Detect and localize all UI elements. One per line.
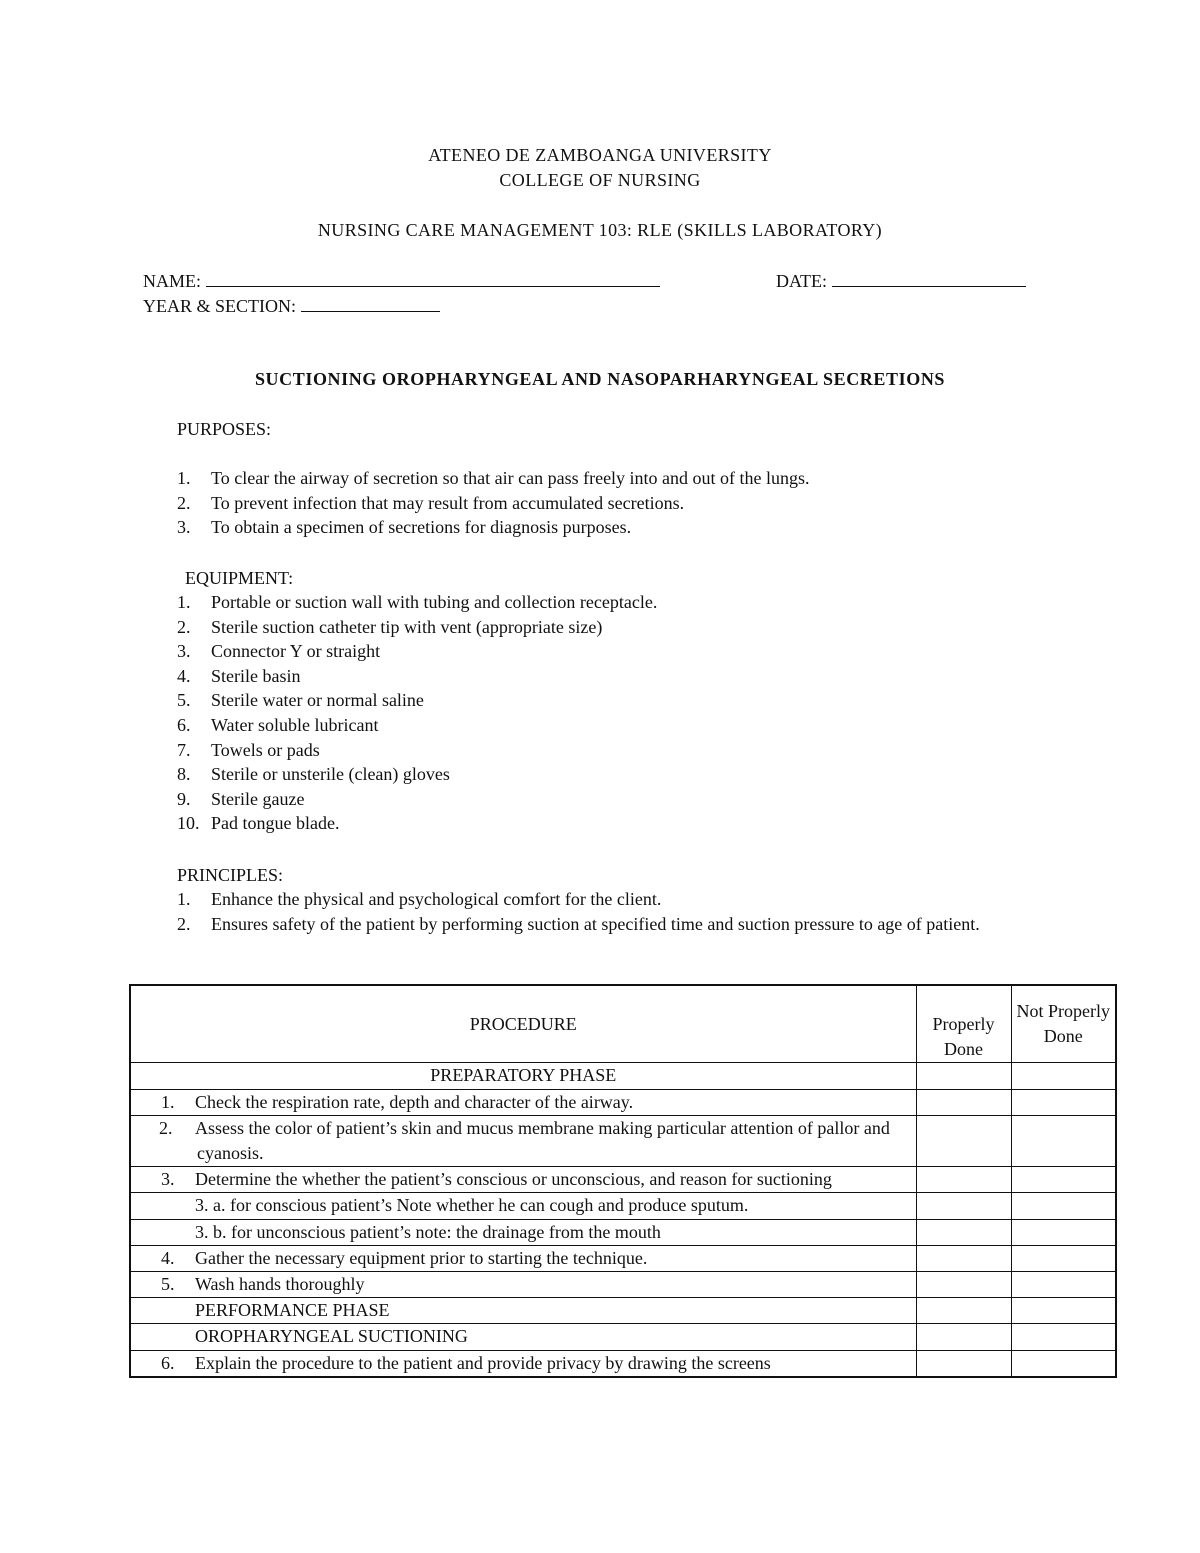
procedure-step: 5. Wash hands thoroughly (130, 1272, 916, 1298)
principles-list (177, 887, 1062, 936)
procedure-checklist-table (129, 984, 1117, 1378)
procedure-step: 4. Gather the necessary equipment prior to starting the technique. (130, 1245, 916, 1271)
list-item: 1. To clear the airway of secretion so that air can pass freely into and out of the lungs. (177, 468, 810, 488)
properly-done-cell[interactable] (916, 1298, 1011, 1324)
list-item: 10. Pad tongue blade. (177, 813, 340, 834)
year-section-label: YEAR & SECTION: (143, 296, 296, 316)
properly-done-cell[interactable] (916, 1167, 1011, 1193)
list-item: 9. Sterile gauze (177, 788, 305, 809)
purposes-list (177, 466, 1077, 540)
year-section-blank[interactable] (301, 293, 440, 312)
list-item: 3. To obtain a specimen of secretions for diagnosis purposes. (177, 517, 632, 538)
procedure-header: PROCEDURE (130, 985, 916, 1063)
principles-heading: PRINCIPLES: (177, 865, 284, 885)
procedure-step: 3. Determine the whether the patient’s conscious or unconscious, and reason for suctioning (130, 1167, 916, 1193)
performance-phase-label: PERFORMANCE PHASE (130, 1298, 916, 1324)
not-properly-done-cell[interactable] (1011, 1063, 1116, 1089)
table-row (130, 1350, 1116, 1377)
college-name: COLLEGE OF NURSING (499, 170, 701, 190)
list-item: 8. Sterile or unsterile (clean) gloves (177, 764, 450, 785)
not-properly-done-cell[interactable] (1011, 1219, 1116, 1245)
list-item: 5. Sterile water or normal saline (177, 690, 424, 711)
table-row (130, 1167, 1116, 1193)
not-properly-done-header: Not Properly Done (1011, 985, 1116, 1063)
not-properly-done-cell[interactable] (1011, 1298, 1116, 1324)
table-row (130, 1193, 1116, 1219)
date-label: DATE: (776, 271, 827, 291)
not-properly-done-cell[interactable] (1011, 1089, 1116, 1115)
properly-done-cell[interactable] (916, 1063, 1011, 1089)
properly-done-cell[interactable] (916, 1350, 1011, 1377)
procedure-step: 1. Check the respiration rate, depth and character of the airway. (130, 1089, 916, 1115)
not-properly-done-cell[interactable] (1011, 1193, 1116, 1219)
properly-done-cell[interactable] (916, 1219, 1011, 1245)
procedure-substep: 3. b. for unconscious patient’s note: the drainage from the mouth (130, 1219, 916, 1245)
properly-done-cell[interactable] (916, 1324, 1011, 1350)
date-field (776, 268, 1026, 294)
properly-done-header: Properly Done (916, 985, 1011, 1063)
list-item: 6. Water soluble lubricant (177, 714, 379, 735)
properly-done-cell[interactable] (916, 1089, 1011, 1115)
properly-done-cell[interactable] (916, 1193, 1011, 1219)
procedure-step: 6. Explain the procedure to the patient and provide privacy by drawing the screens (130, 1350, 916, 1377)
not-properly-done-cell[interactable] (1011, 1167, 1116, 1193)
year-section-field (143, 293, 440, 319)
not-properly-done-cell[interactable] (1011, 1350, 1116, 1377)
course-title: NURSING CARE MANAGEMENT 103: RLE (SKILLS LABORATORY) (317, 220, 883, 240)
not-properly-done-cell[interactable] (1011, 1115, 1116, 1166)
equipment-list (177, 590, 1077, 836)
oropharyngeal-suctioning-label: OROPHARYNGEAL SUCTIONING (130, 1324, 916, 1350)
table-row (130, 1063, 1116, 1089)
procedure-step: 2. Assess the color of patient’s skin and mucus membrane making particular attention of pallor and cyanosis. (130, 1115, 916, 1166)
table-row (130, 1115, 1116, 1166)
list-item: 2. Sterile suction catheter tip with vent (appropriate size) (177, 616, 603, 637)
name-field (143, 268, 660, 294)
date-blank[interactable] (832, 268, 1026, 287)
list-item: 2. To prevent infection that may result from accumulated secretions. (177, 492, 685, 513)
table-row (130, 1245, 1116, 1271)
list-item: 1. Enhance the physical and psychological comfort for the client. (177, 889, 662, 909)
equipment-heading: EQUIPMENT: (185, 568, 294, 588)
list-item: 1. Portable or suction wall with tubing and collection receptacle. (177, 592, 658, 612)
list-item: 3. Connector Y or straight (177, 641, 381, 662)
university-name: ATENEO DE ZAMBOANGA UNIVERSITY (428, 145, 772, 165)
properly-done-cell[interactable] (916, 1115, 1011, 1166)
list-item: 7. Towels or pads (177, 739, 320, 760)
table-row (130, 1324, 1116, 1350)
list-item: 2. Ensures safety of the patient by performing suction at specified time and suction pressure to age of patient. (177, 913, 980, 934)
preparatory-phase-label: PREPARATORY PHASE (130, 1063, 916, 1089)
table-row (130, 1089, 1116, 1115)
table-row (130, 1298, 1116, 1324)
list-item: 4. Sterile basin (177, 665, 301, 686)
purposes-heading: PURPOSES: (177, 419, 272, 439)
properly-done-cell[interactable] (916, 1245, 1011, 1271)
not-properly-done-cell[interactable] (1011, 1324, 1116, 1350)
document-title: SUCTIONING OROPHARYNGEAL AND NASOPARHARYNGEAL SECRETIONS (254, 369, 946, 389)
not-properly-done-cell[interactable] (1011, 1245, 1116, 1271)
properly-done-cell[interactable] (916, 1272, 1011, 1298)
name-blank[interactable] (206, 268, 660, 287)
not-properly-done-cell[interactable] (1011, 1272, 1116, 1298)
table-row (130, 1272, 1116, 1298)
procedure-substep: 3. a. for conscious patient’s Note whether he can cough and produce sputum. (130, 1193, 916, 1219)
name-label: NAME: (143, 271, 201, 291)
table-row (130, 1219, 1116, 1245)
table-header-row (130, 985, 1116, 1063)
